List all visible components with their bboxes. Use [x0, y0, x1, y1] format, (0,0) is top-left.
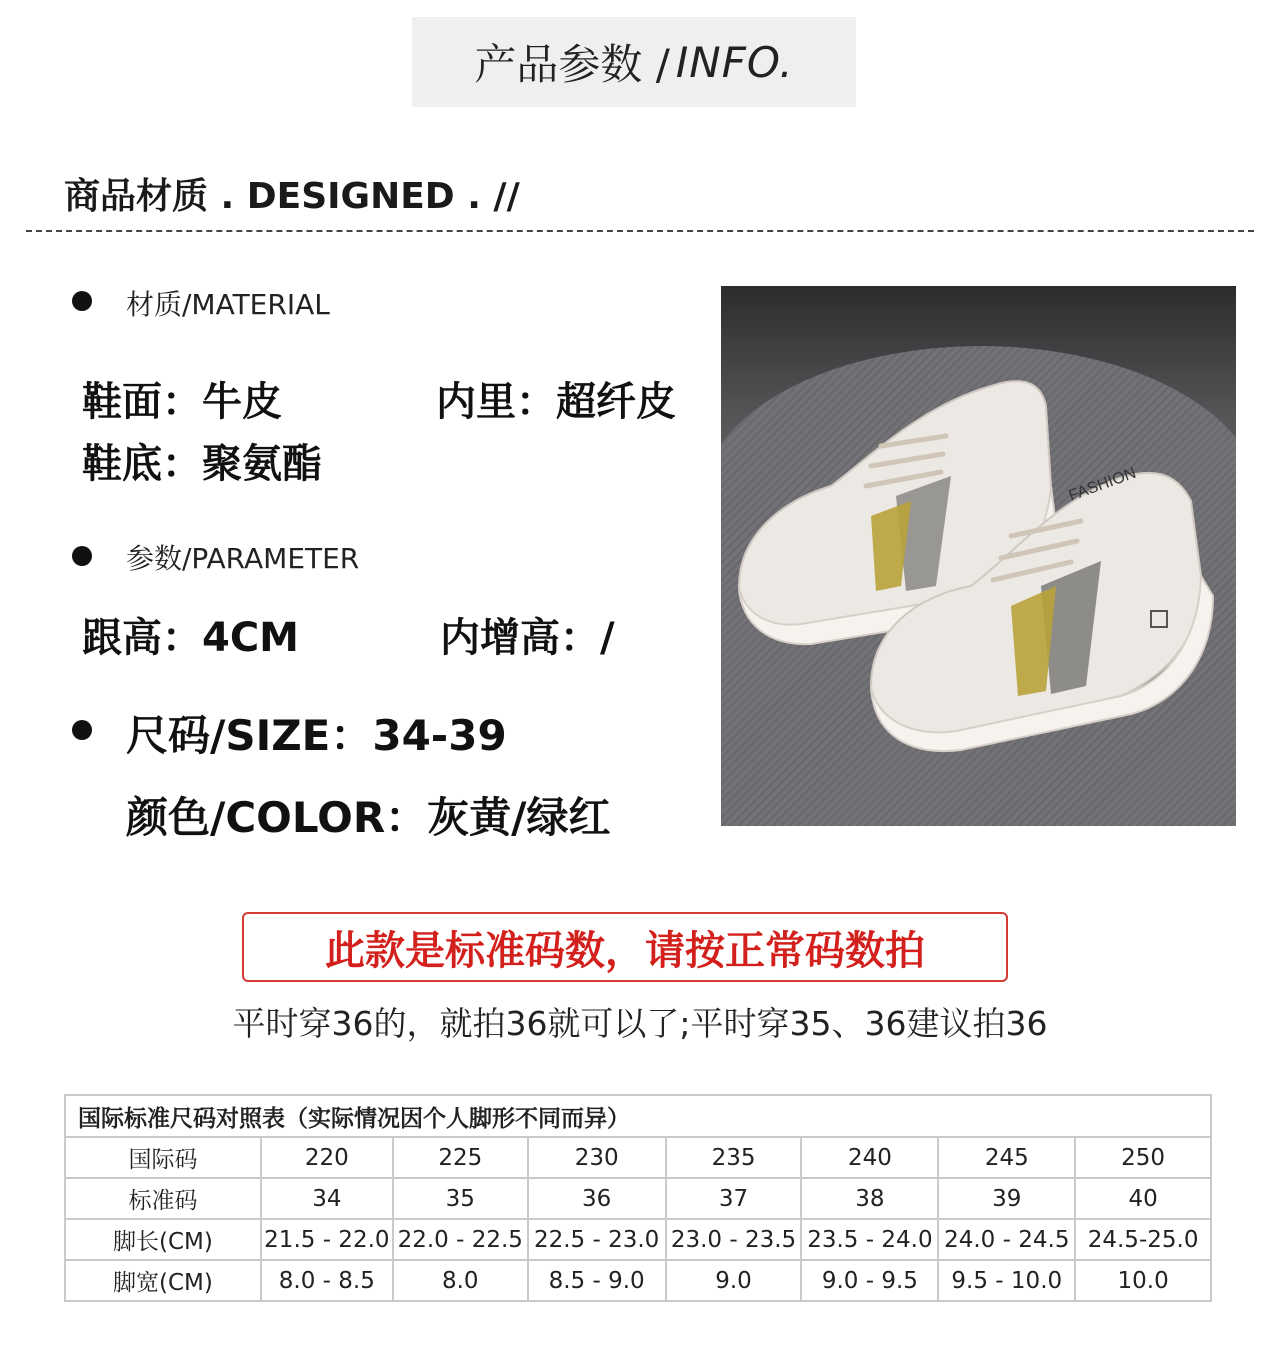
table-cell: 8.0 [393, 1260, 528, 1301]
table-cell: 9.5 - 10.0 [938, 1260, 1075, 1301]
table-row [65, 1137, 1211, 1178]
table-cell: 34 [261, 1178, 393, 1219]
table-cell: 22.0 - 22.5 [393, 1219, 528, 1260]
size-notice-title: 此款是标准码数，请按正常码数拍 [325, 927, 925, 974]
table-cell: 245 [938, 1137, 1075, 1178]
table-cell: 24.5-25.0 [1075, 1219, 1211, 1260]
table-cell: 8.0 - 8.5 [261, 1260, 393, 1301]
table-cell: 24.0 - 24.5 [938, 1219, 1075, 1260]
size-range: 尺码/SIZE：34-39 [126, 711, 507, 760]
table-cell: 9.0 [666, 1260, 802, 1301]
table-cell: 35 [393, 1178, 528, 1219]
table-cell: 10.0 [1075, 1260, 1211, 1301]
material-sole: 鞋底：聚氨酯 [82, 441, 322, 487]
bullet-material [72, 291, 92, 311]
table-row [65, 1219, 1211, 1260]
table-cell: 39 [938, 1178, 1075, 1219]
table-caption: 国际标准尺码对照表（实际情况因个人脚形不同而异） [65, 1095, 1211, 1137]
dashed-divider [26, 230, 1254, 232]
table-cell: 225 [393, 1137, 528, 1178]
shoe-brand-text: FASHION [1066, 464, 1139, 505]
material-upper: 鞋面：牛皮 [82, 379, 282, 425]
header-title-en: INFO. [675, 37, 794, 87]
material-heading: 材质/MATERIAL [126, 288, 330, 321]
table-cell: 40 [1075, 1178, 1211, 1219]
row-label: 标准码 [65, 1178, 261, 1219]
table-cell: 230 [528, 1137, 666, 1178]
table-cell: 8.5 - 9.0 [528, 1260, 666, 1301]
material-lining: 内里：超纤皮 [436, 379, 676, 425]
bullet-size [72, 720, 92, 740]
table-cell: 23.5 - 24.0 [801, 1219, 938, 1260]
table-cell: 23.0 - 23.5 [666, 1219, 802, 1260]
table-cell: 220 [261, 1137, 393, 1178]
designed-title: 商品材质 . DESIGNED . // [64, 176, 520, 217]
table-cell: 36 [528, 1178, 666, 1219]
color-options: 颜色/COLOR：灰黄/绿红 [126, 793, 611, 842]
table-cell: 240 [801, 1137, 938, 1178]
sneaker-photo [721, 286, 1236, 826]
table-cell: 9.0 - 9.5 [801, 1260, 938, 1301]
table-cell: 22.5 - 23.0 [528, 1219, 666, 1260]
table-cell: 235 [666, 1137, 802, 1178]
size-notice-box [242, 912, 1008, 982]
table-row [65, 1178, 1211, 1219]
parameter-inner-height: 内增高：/ [440, 615, 615, 661]
bullet-parameter [72, 546, 92, 566]
table-cell: 37 [666, 1178, 802, 1219]
size-notice-subtitle: 平时穿36的，就拍36就可以了;平时穿35、36建议拍36 [232, 1004, 1048, 1043]
table-row [65, 1260, 1211, 1301]
sneakers-icon [721, 286, 1236, 826]
parameter-heading: 参数/PARAMETER [126, 542, 360, 575]
size-chart-table [64, 1094, 1212, 1302]
parameter-heel: 跟高：4CM [82, 615, 299, 661]
table-cell: 250 [1075, 1137, 1211, 1178]
row-label: 脚宽(CM) [65, 1260, 261, 1301]
table-cell: 21.5 - 22.0 [261, 1219, 393, 1260]
header-title-cn: 产品参数 / [474, 40, 670, 89]
page-header [412, 17, 856, 107]
table-caption-row [65, 1095, 1211, 1137]
table-cell: 38 [801, 1178, 938, 1219]
row-label: 国际码 [65, 1137, 261, 1178]
row-label: 脚长(CM) [65, 1219, 261, 1260]
